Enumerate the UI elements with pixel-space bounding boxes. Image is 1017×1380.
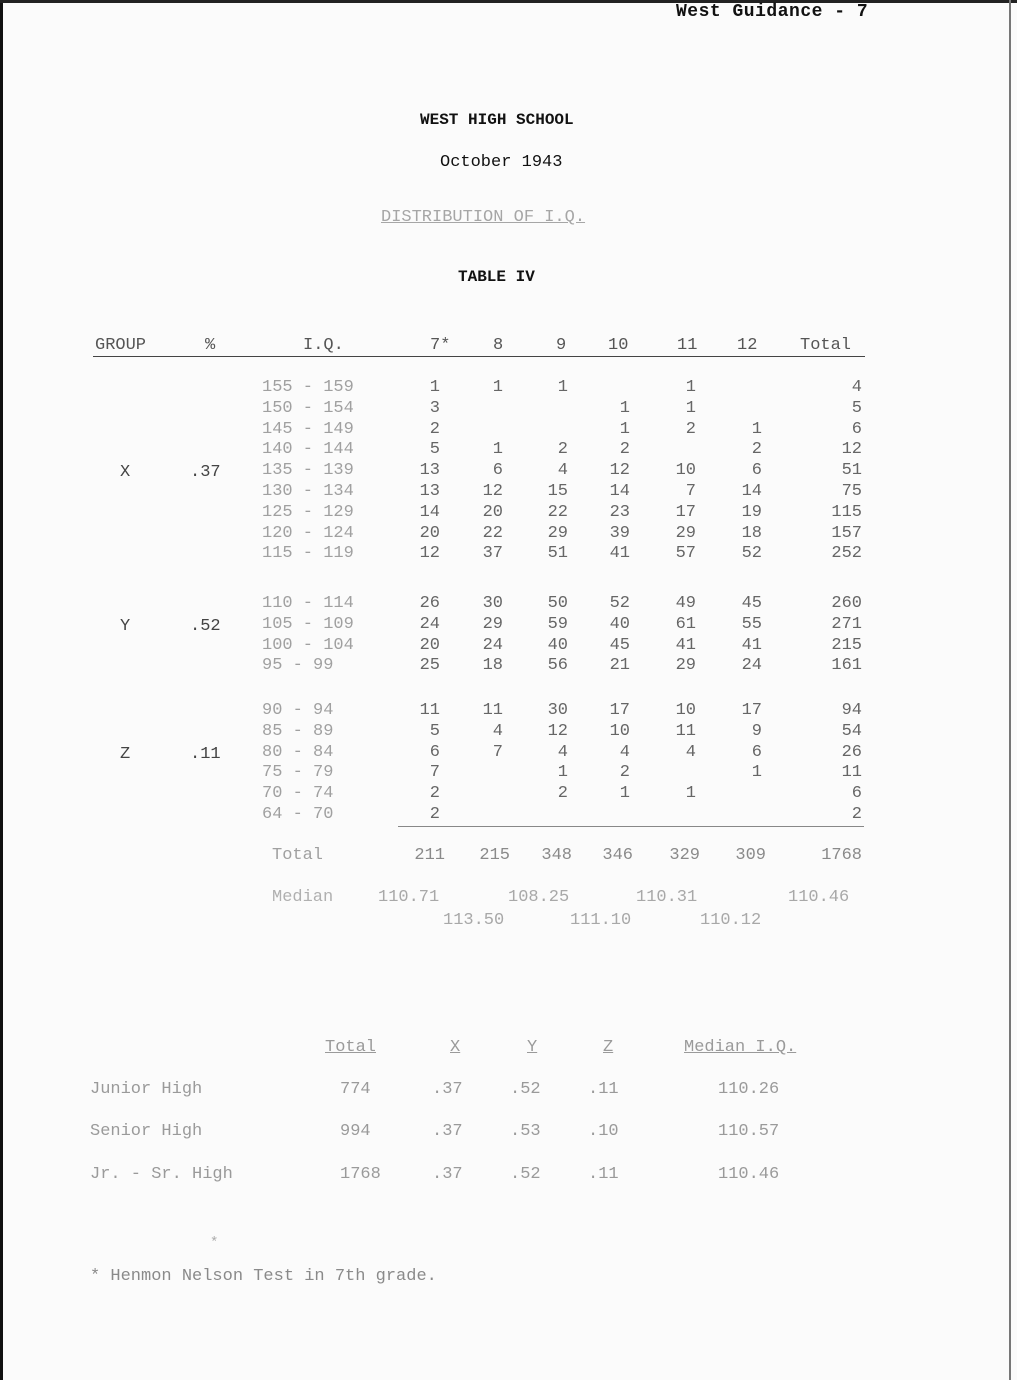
grade-count: 2 xyxy=(685,419,696,439)
table-title: TABLE IV xyxy=(458,268,535,286)
column-total: 329 xyxy=(669,846,700,865)
grade-count: 50 xyxy=(547,594,568,613)
grade-count: 2 xyxy=(619,763,630,783)
grade-count: 17 xyxy=(741,701,762,720)
grade-count: 40 xyxy=(547,635,568,655)
summary-value: 774 xyxy=(340,1080,371,1099)
grade-count: 1 xyxy=(492,378,503,397)
median-value: 111.10 xyxy=(570,911,632,930)
iq-range: 155 - 159 xyxy=(262,378,354,397)
grade-count: 1 xyxy=(685,784,696,804)
summary-value: .53 xyxy=(510,1122,541,1141)
iq-range: 140 - 144 xyxy=(262,440,354,460)
grade-count: 56 xyxy=(547,656,568,676)
grade-count: 12 xyxy=(609,461,630,481)
summary-value: .52 xyxy=(510,1165,541,1184)
grade-count: 1 xyxy=(619,419,630,439)
grade-count: 3 xyxy=(429,398,440,418)
grade-count: 17 xyxy=(609,701,630,720)
grade-count: 2 xyxy=(429,419,440,439)
totals-label: Total xyxy=(272,846,324,865)
grade-count: 29 xyxy=(675,656,696,676)
grade-count: 24 xyxy=(741,656,762,676)
grade-count: 13 xyxy=(419,482,440,501)
grade-count: 13 xyxy=(419,461,440,481)
grade-count: 1 xyxy=(619,398,630,418)
grade-count: 30 xyxy=(547,701,568,720)
grade-count: 2 xyxy=(557,440,568,460)
grade-count: 49 xyxy=(675,594,696,613)
grade-count: 52 xyxy=(609,594,630,613)
column-total: 348 xyxy=(541,846,572,865)
iq-range: 90 - 94 xyxy=(262,701,334,720)
group-percent: .37 xyxy=(190,463,221,482)
grade-count: 29 xyxy=(482,614,503,634)
grade-count: 20 xyxy=(482,502,503,522)
grade-count: 1 xyxy=(685,398,696,418)
grade-count: 39 xyxy=(609,523,630,543)
grade-count: 1 xyxy=(751,763,762,783)
column-header: 12 xyxy=(737,336,758,355)
median-value: 110.71 xyxy=(378,888,440,907)
grade-count: 30 xyxy=(482,594,503,613)
grade-count: 6 xyxy=(751,742,762,762)
column-header: GROUP xyxy=(95,336,147,355)
page-edge-right xyxy=(1009,0,1011,1380)
row-total: 12 xyxy=(841,440,862,460)
grade-count: 1 xyxy=(557,378,568,397)
column-total: 1768 xyxy=(821,846,862,865)
grade-count: 20 xyxy=(419,635,440,655)
column-header: 9 xyxy=(556,336,567,355)
grade-count: 23 xyxy=(609,502,630,522)
row-total: 75 xyxy=(841,482,862,501)
summary-header: Total xyxy=(325,1038,377,1057)
grade-count: 25 xyxy=(419,656,440,676)
median-value: 110.31 xyxy=(636,888,698,907)
summary-value: .10 xyxy=(588,1122,619,1141)
grade-count: 17 xyxy=(675,502,696,522)
row-total: 115 xyxy=(831,502,862,522)
grade-count: 1 xyxy=(619,784,630,804)
grade-count: 4 xyxy=(492,721,503,741)
grade-count: 19 xyxy=(741,502,762,522)
column-header: 11 xyxy=(677,336,698,355)
summary-value: 110.26 xyxy=(718,1080,780,1099)
grade-count: 1 xyxy=(492,440,503,460)
grade-count: 15 xyxy=(547,482,568,501)
row-total: 2 xyxy=(851,805,862,824)
summary-value: 1768 xyxy=(340,1165,381,1184)
group-label: X xyxy=(120,463,131,482)
iq-range: 80 - 84 xyxy=(262,742,334,762)
summary-value: .37 xyxy=(432,1165,463,1184)
grade-count: 6 xyxy=(429,742,440,762)
row-total: 6 xyxy=(851,784,862,804)
grade-count: 7 xyxy=(429,763,440,783)
page-edge-left xyxy=(0,0,3,1380)
grade-count: 2 xyxy=(751,440,762,460)
grade-count: 2 xyxy=(429,784,440,804)
iq-range: 115 - 119 xyxy=(262,544,354,564)
median-value: 110.12 xyxy=(700,911,762,930)
grade-count: 51 xyxy=(547,544,568,564)
iq-range: 110 - 114 xyxy=(262,594,354,613)
grade-count: 12 xyxy=(547,721,568,741)
row-total: 252 xyxy=(831,544,862,564)
summary-value: .11 xyxy=(588,1080,619,1099)
row-total: 215 xyxy=(831,635,862,655)
grade-count: 59 xyxy=(547,614,568,634)
grade-count: 4 xyxy=(557,461,568,481)
grade-count: 9 xyxy=(751,721,762,741)
median-value: 110.46 xyxy=(788,888,850,907)
iq-range: 125 - 129 xyxy=(262,502,354,522)
grade-count: 18 xyxy=(482,656,503,676)
column-total: 346 xyxy=(602,846,633,865)
grade-count: 2 xyxy=(429,805,440,824)
column-total: 211 xyxy=(414,846,445,865)
summary-value: 110.57 xyxy=(718,1122,780,1141)
grade-count: 52 xyxy=(741,544,762,564)
iq-range: 105 - 109 xyxy=(262,614,354,634)
summary-header: X xyxy=(450,1038,461,1057)
grade-count: 11 xyxy=(419,701,440,720)
grade-count: 2 xyxy=(619,440,630,460)
iq-range: 120 - 124 xyxy=(262,523,354,543)
grade-count: 22 xyxy=(482,523,503,543)
column-total: 215 xyxy=(479,846,510,865)
group-percent: .11 xyxy=(190,745,221,764)
grade-count: 24 xyxy=(482,635,503,655)
footnote-mark: * xyxy=(210,1235,219,1251)
summary-value: .37 xyxy=(432,1122,463,1141)
row-total: 5 xyxy=(851,398,862,418)
grade-count: 37 xyxy=(482,544,503,564)
grade-count: 29 xyxy=(547,523,568,543)
summary-header: Median I.Q. xyxy=(684,1038,797,1057)
grade-count: 2 xyxy=(557,784,568,804)
iq-range: 130 - 134 xyxy=(262,482,354,501)
summary-row-label: Jr. - Sr. High xyxy=(90,1165,233,1184)
grade-count: 12 xyxy=(419,544,440,564)
group-label: Y xyxy=(120,617,131,636)
grade-count: 20 xyxy=(419,523,440,543)
grade-count: 61 xyxy=(675,614,696,634)
grade-count: 4 xyxy=(557,742,568,762)
summary-row-label: Senior High xyxy=(90,1122,203,1141)
grade-count: 26 xyxy=(419,594,440,613)
summary-value: .37 xyxy=(432,1080,463,1099)
grade-count: 10 xyxy=(675,461,696,481)
grade-count: 1 xyxy=(557,763,568,783)
totals-rule xyxy=(398,826,864,827)
median-value: 113.50 xyxy=(443,911,505,930)
grade-count: 10 xyxy=(675,701,696,720)
row-total: 260 xyxy=(831,594,862,613)
grade-count: 45 xyxy=(609,635,630,655)
column-header: Total xyxy=(800,336,852,355)
grade-count: 6 xyxy=(492,461,503,481)
grade-count: 1 xyxy=(751,419,762,439)
grade-count: 12 xyxy=(482,482,503,501)
iq-range: 95 - 99 xyxy=(262,656,334,676)
grade-count: 6 xyxy=(751,461,762,481)
summary-header: Y xyxy=(527,1038,538,1057)
grade-count: 11 xyxy=(675,721,696,741)
row-total: 6 xyxy=(851,419,862,439)
median-label: Median xyxy=(272,888,334,907)
iq-range: 85 - 89 xyxy=(262,721,334,741)
grade-count: 55 xyxy=(741,614,762,634)
grade-count: 1 xyxy=(429,378,440,397)
row-total: 161 xyxy=(831,656,862,676)
grade-count: 4 xyxy=(685,742,696,762)
grade-count: 40 xyxy=(609,614,630,634)
grade-count: 41 xyxy=(609,544,630,564)
report-date: October 1943 xyxy=(440,153,563,172)
summary-value: 994 xyxy=(340,1122,371,1141)
grade-count: 11 xyxy=(482,701,503,720)
iq-range: 150 - 154 xyxy=(262,398,354,418)
summary-value: 110.46 xyxy=(718,1165,780,1184)
iq-range: 64 - 70 xyxy=(262,805,334,824)
column-header: 7* xyxy=(430,336,451,355)
row-total: 26 xyxy=(841,742,862,762)
grade-count: 7 xyxy=(492,742,503,762)
page-header: West Guidance - 7 xyxy=(676,2,869,22)
row-total: 54 xyxy=(841,721,862,741)
grade-count: 4 xyxy=(619,742,630,762)
iq-range: 70 - 74 xyxy=(262,784,334,804)
grade-count: 21 xyxy=(609,656,630,676)
grade-count: 41 xyxy=(741,635,762,655)
iq-range: 100 - 104 xyxy=(262,635,354,655)
iq-range: 135 - 139 xyxy=(262,461,354,481)
row-total: 4 xyxy=(851,378,862,397)
grade-count: 14 xyxy=(609,482,630,501)
iq-range: 75 - 79 xyxy=(262,763,334,783)
summary-value: .52 xyxy=(510,1080,541,1099)
median-value: 108.25 xyxy=(508,888,570,907)
grade-count: 45 xyxy=(741,594,762,613)
column-header: % xyxy=(205,336,216,355)
header-rule xyxy=(93,356,865,357)
grade-count: 24 xyxy=(419,614,440,634)
iq-range: 145 - 149 xyxy=(262,419,354,439)
summary-value: .11 xyxy=(588,1165,619,1184)
group-label: Z xyxy=(120,745,131,764)
grade-count: 14 xyxy=(419,502,440,522)
grade-count: 1 xyxy=(685,378,696,397)
grade-count: 5 xyxy=(429,440,440,460)
grade-count: 14 xyxy=(741,482,762,501)
grade-count: 57 xyxy=(675,544,696,564)
grade-count: 5 xyxy=(429,721,440,741)
grade-count: 22 xyxy=(547,502,568,522)
row-total: 157 xyxy=(831,523,862,543)
group-percent: .52 xyxy=(190,617,221,636)
grade-count: 29 xyxy=(675,523,696,543)
row-total: 271 xyxy=(831,614,862,634)
summary-header: Z xyxy=(603,1038,614,1057)
grade-count: 41 xyxy=(675,635,696,655)
footnote: * Henmon Nelson Test in 7th grade. xyxy=(90,1267,437,1286)
column-header: 10 xyxy=(608,336,629,355)
school-name: WEST HIGH SCHOOL xyxy=(420,111,574,129)
row-total: 51 xyxy=(841,461,862,481)
row-total: 11 xyxy=(841,763,862,783)
grade-count: 18 xyxy=(741,523,762,543)
column-header: 8 xyxy=(493,336,504,355)
table-subtitle: DISTRIBUTION OF I.Q. xyxy=(381,208,586,227)
column-total: 309 xyxy=(735,846,766,865)
summary-row-label: Junior High xyxy=(90,1080,203,1099)
column-header: I.Q. xyxy=(303,336,344,355)
row-total: 94 xyxy=(841,701,862,720)
grade-count: 10 xyxy=(609,721,630,741)
grade-count: 7 xyxy=(685,482,696,501)
